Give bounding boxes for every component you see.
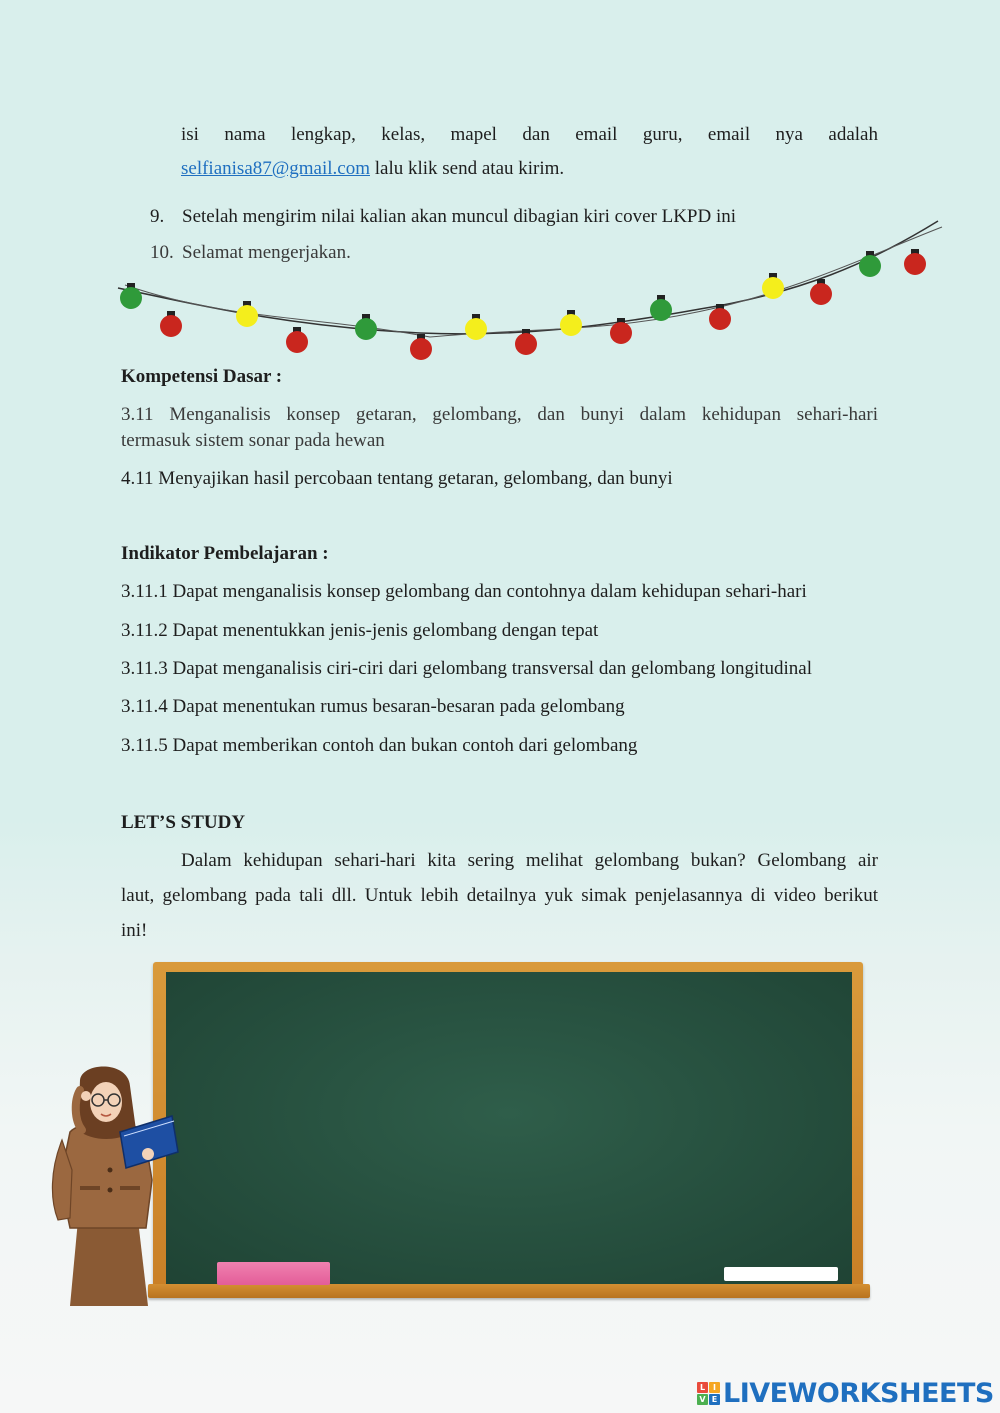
lets-study-heading: LET’S STUDY — [121, 812, 246, 833]
indikator-item: 3.11.2 Dapat menentukkan jenis-jenis gelombang dengan tepat — [121, 620, 599, 641]
teacher-illustration — [40, 1060, 190, 1310]
eraser — [217, 1262, 330, 1285]
step8-line2-rest: lalu klik send atau kirim. — [369, 158, 565, 179]
study-paragraph-line2: laut, gelombang pada tali dll. Untuk lebih detailnya yuk simak penjelasannya di video berikut — [121, 885, 878, 906]
study-paragraph-line3: ini! — [121, 920, 148, 941]
indikator-item: 3.11.3 Dapat menganalisis ciri-ciri dari gelombang transversal dan gelombang longitudinal — [121, 658, 813, 679]
indikator-item: 3.11.5 Dapat memberikan contoh dan bukan contoh dari gelombang — [121, 735, 638, 756]
light-bulb-red — [160, 311, 182, 337]
light-bulb-yellow — [236, 301, 258, 327]
light-bulb-red — [904, 249, 926, 275]
chalkboard-video-area[interactable] — [166, 972, 852, 1286]
liveworksheets-logo — [697, 1377, 994, 1409]
liveworksheets-logo-text: LIVEWORKSHEETS — [723, 1377, 994, 1409]
indikator-item: 3.11.1 Dapat menganalisis konsep gelombang dan contohnya dalam kehidupan sehari-hari — [121, 581, 807, 602]
indikator-item: 3.11.4 Dapat menentukan rumus besaran-besaran pada gelombang — [121, 696, 625, 717]
logo-letter: L — [697, 1382, 708, 1393]
light-bulb-green — [650, 295, 672, 321]
step8-line1: isi nama lengkap, kelas, mapel dan email guru, email nya adalah — [181, 124, 878, 145]
study-paragraph-line1: Dalam kehidupan sehari-hari kita sering melihat gelombang bukan? Gelombang air — [181, 850, 878, 871]
light-bulb-red — [810, 279, 832, 305]
light-bulb-red — [610, 318, 632, 344]
step10-number: 10. — [150, 242, 174, 263]
light-bulb-green — [120, 283, 142, 309]
kompetensi-heading: Kompetensi Dasar : — [121, 366, 283, 387]
step8-line2 — [181, 156, 878, 182]
kd-3-11-line2: termasuk sistem sonar pada hewan — [121, 430, 385, 451]
step10-text: Selamat mengerjakan. — [182, 242, 351, 263]
logo-letter: E — [709, 1394, 720, 1405]
light-bulb-red — [709, 304, 731, 330]
light-bulb-yellow — [560, 310, 582, 336]
chalk-tray — [148, 1284, 870, 1298]
light-bulb-green — [355, 314, 377, 340]
step9-text: Setelah mengirim nilai kalian akan muncul dibagian kiri cover LKPD ini — [182, 206, 737, 227]
light-bulb-yellow — [762, 273, 784, 299]
chalk-stick — [724, 1267, 838, 1281]
light-bulb-red — [286, 327, 308, 353]
logo-letter: I — [709, 1382, 720, 1393]
light-bulb-red — [410, 334, 432, 360]
step9-number: 9. — [150, 206, 165, 227]
teacher-email-link[interactable]: selfianisa87@gmail.com — [181, 158, 370, 179]
logo-letter: V — [697, 1394, 708, 1405]
kd-4-11: 4.11 Menyajikan hasil percobaan tentang getaran, gelombang, dan bunyi — [121, 468, 673, 489]
light-bulb-yellow — [465, 314, 487, 340]
kd-3-11-line1: 3.11 Menganalisis konsep getaran, gelombang, dan bunyi dalam kehidupan sehari-hari — [121, 404, 878, 425]
liveworksheets-logo-icon — [697, 1382, 720, 1405]
indikator-heading: Indikator Pembelajaran : — [121, 543, 329, 564]
string-lights-decoration — [0, 215, 1000, 365]
